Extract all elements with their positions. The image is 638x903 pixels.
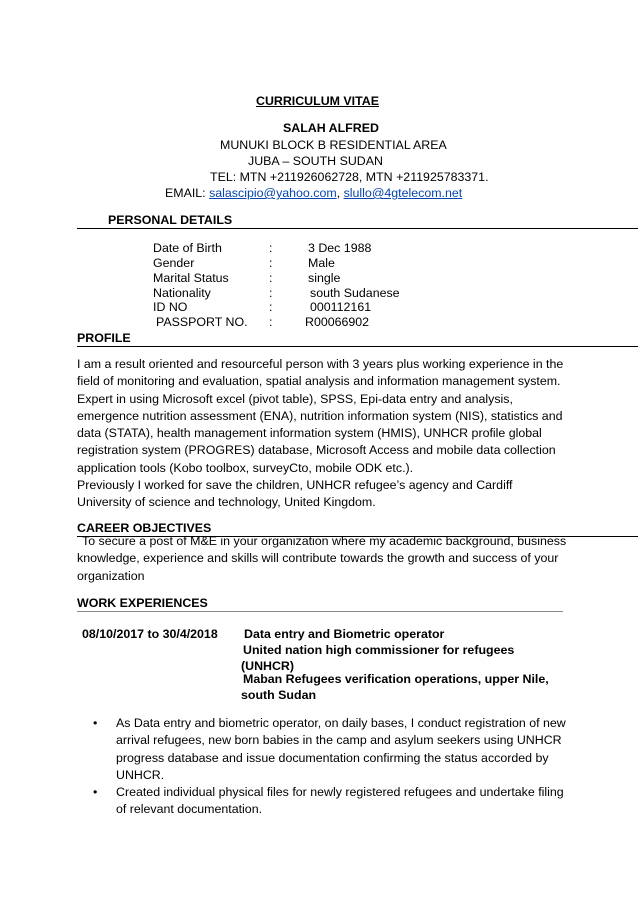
job-title: Data entry and Biometric operator — [244, 627, 445, 641]
detail-value: 000112161 — [310, 300, 372, 314]
job-location-country: south Sudan — [241, 688, 317, 702]
work-experiences-heading: WORK EXPERIENCES — [77, 596, 208, 610]
email-link-2[interactable]: slullo@4gtelecom.net — [343, 186, 463, 200]
list-item — [88, 784, 568, 819]
detail-label: PASSPORT NO. — [156, 315, 248, 329]
email-line — [165, 186, 462, 201]
section-divider — [77, 346, 638, 347]
detail-value: R00066902 — [305, 315, 370, 329]
list-item — [88, 715, 568, 784]
bullet-icon: • — [93, 716, 98, 730]
email-link-1[interactable]: salascipio@yahoo.com — [209, 186, 337, 200]
detail-label: Nationality — [153, 286, 211, 300]
profile-paragraph: Previously I worked for save the children, UNHCR refugee’s agency and Cardiff University of science and technology, United Kingdom. — [77, 478, 513, 510]
personal-details-heading: PERSONAL DETAILS — [108, 213, 233, 227]
duty-text: As Data entry and biometric operator, on daily bases, I conduct registration of new arrival refugees, new born babies in the camp and asylum seekers using UNHCR progress database and issue documentation confirming the status accorded by UNHCR. — [116, 716, 566, 782]
duty-text: Created individual physical files for newly registered refugees and undertake filing of relevant documentation. — [116, 785, 564, 817]
detail-separator: : — [269, 315, 273, 329]
job-organization: United nation high commissioner for refugees — [243, 643, 515, 657]
detail-value: south Sudanese — [310, 286, 400, 300]
career-objectives-text: To secure a post of M&E in your organization where my academic background, business knowledge, experience and skills will contribute towards the growth and success of your organization — [77, 534, 567, 583]
detail-separator: : — [269, 300, 273, 314]
email-label: EMAIL: — [165, 186, 210, 200]
email-separator: , — [336, 186, 344, 200]
profile-body — [77, 356, 567, 512]
job-organization-acronym: (UNHCR) — [241, 659, 294, 673]
detail-label: Gender — [153, 256, 195, 270]
detail-label: ID NO — [153, 300, 188, 314]
section-divider — [77, 611, 563, 612]
detail-separator: : — [269, 241, 273, 255]
job-duties-list — [88, 715, 568, 819]
telephone: TEL: MTN +211926062728, MTN +211925783371. — [210, 170, 489, 184]
career-objectives-heading: CAREER OBJECTIVES — [77, 521, 212, 535]
bullet-icon: • — [93, 785, 98, 800]
section-divider — [77, 228, 638, 229]
detail-value: Male — [308, 256, 335, 270]
profile-paragraph: Expert in using Microsoft excel (pivot table), SPSS, Epi-data entry and analysis, emergence nutrition assessment (ENA), nutrition information system (NIS), statistics and data (STATA), health management information system (HMIS), UNHCR profile global registration system (PROGRES) database, Microsoft Access and mobile data collection application tools (Kobo toolbox, surveyCto, mobile ODK etc.). — [77, 391, 563, 475]
job-location: Maban Refugees verification operations, upper Nile, — [243, 672, 549, 686]
detail-label: Marital Status — [153, 271, 229, 285]
detail-value: 3 Dec 1988 — [308, 241, 372, 255]
address-line-1: MUNUKI BLOCK B RESIDENTIAL AREA — [220, 138, 447, 152]
detail-value: single — [308, 271, 341, 285]
candidate-name: SALAH ALFRED — [283, 121, 379, 135]
detail-separator: : — [269, 271, 273, 285]
profile-heading: PROFILE — [77, 331, 131, 345]
job-dates: 08/10/2017 to 30/4/2018 — [82, 627, 218, 641]
doc-title: CURRICULUM VITAE — [256, 94, 379, 108]
profile-paragraph: I am a result oriented and resourceful person with 3 years plus working experience in the field of monitoring and evaluation, spatial analysis and information management system. — [77, 357, 564, 389]
detail-separator: : — [269, 256, 273, 270]
detail-label: Date of Birth — [153, 241, 222, 255]
detail-separator: : — [269, 286, 273, 300]
address-line-2: JUBA – SOUTH SUDAN — [248, 154, 383, 168]
